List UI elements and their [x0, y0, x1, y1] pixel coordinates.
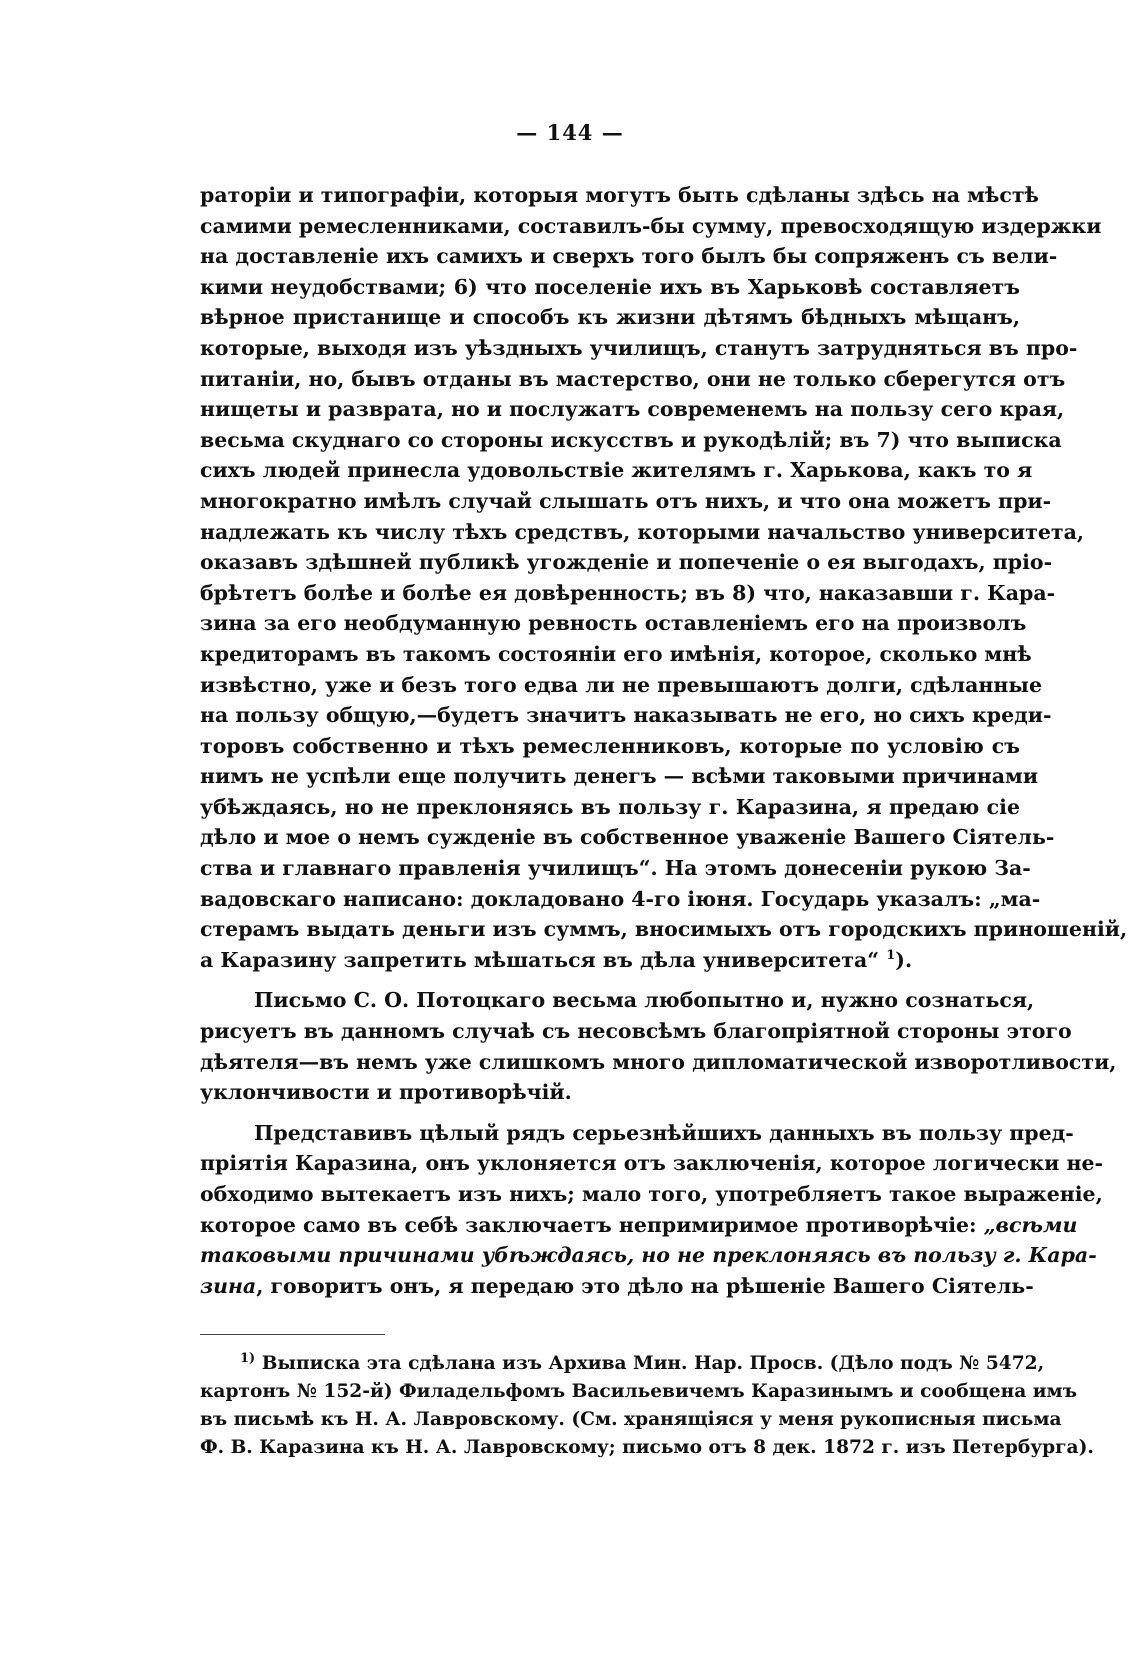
text-segment: которое само въ себѣ заключаетъ непримиримое противорѣчіе: — [200, 1212, 977, 1237]
text-line-mixed — [200, 1271, 1034, 1302]
text-line: уклончивости и противорѣчій. — [200, 1080, 572, 1105]
text-line: а Каразину запретить мѣшаться въ дѣла университета“ — [200, 947, 880, 972]
italic-quote-line: таковыми причинами убѣждаясь, но не преклоняясь въ пользу г. Кара- — [200, 1243, 1097, 1268]
text-line: извѣстно, уже и безъ того едва ли не превышаютъ долги, сдѣланные — [200, 672, 1042, 697]
text-line: торовъ собственно и тѣхъ ремесленниковъ, которые по условію съ — [200, 733, 1020, 758]
text-line: раторіи и типографіи, которыя могутъ быть сдѣланы здѣсь на мѣстѣ — [200, 183, 1039, 207]
text-line: на доставленіе ихъ самихъ и сверхъ того былъ бы сопряженъ съ вели- — [200, 244, 1058, 269]
text-line-mixed — [200, 1210, 1078, 1241]
paragraph-gap — [200, 975, 1020, 985]
text-line: Письмо С. О. Потоцкаго весьма любопытно и, нужно сознаться, — [254, 988, 1035, 1013]
text-line: кредиторамъ въ такомъ состояніи его имѣнія, которое, сколько мнѣ — [200, 641, 1032, 666]
footnote-line — [200, 1350, 1045, 1378]
footnote-line: Ф. В. Каразина къ Н. А. Лавровскому; письмо отъ 8 дек. 1872 г. изъ Петербурга). — [200, 1437, 1094, 1458]
footnote-line: въ письмѣ къ Н. А. Лавровскому. (См. хранящіяся у меня рукописныя письма — [200, 1409, 1062, 1430]
text-line: дѣятеля—въ немъ уже слишкомъ много дипломатической изворотливости, — [200, 1049, 1117, 1074]
paragraph-gap — [200, 1108, 1020, 1118]
text-line: нищеты и разврата, но и послужатъ современемъ на пользу сего края, — [200, 397, 1065, 422]
text-line: рисуетъ въ данномъ случаѣ съ несовсѣмъ благопріятной стороны этого — [200, 1019, 1072, 1044]
footnote-text: Выписка эта сдѣлана изъ Архива Мин. Нар. Просв. (Дѣло подъ № 5472, — [261, 1353, 1045, 1374]
text-line: на пользу общую,—будетъ значитъ наказывать не его, но сихъ креди- — [200, 703, 1052, 728]
text-line-ending — [200, 945, 1020, 976]
footnote-reference: 1 — [886, 948, 896, 964]
text-line: обходимо вытекаетъ изъ нихъ; мало того, употребляетъ такое выраженіе, — [200, 1182, 1103, 1206]
closing-punctuation: ). — [895, 947, 913, 972]
text-line: пріятія Каразина, онъ уклоняется отъ заключенія, которое логически не- — [200, 1151, 1104, 1176]
text-line: брѣтетъ болѣе и болѣе ея довѣренность; въ 8) что, наказавши г. Кара- — [200, 580, 1056, 605]
main-text — [200, 180, 1128, 1301]
italic-quote: „всѣми — [983, 1212, 1078, 1237]
text-line: весьма скуднаго со стороны искусствъ и рукодѣлій; въ 7) что выписка — [200, 427, 1062, 452]
text-line: вадовскаго написано: докладовано 4-го іюня. Государь указалъ: „ма- — [200, 886, 1041, 911]
text-line: вѣрное пристанище и способъ къ жизни дѣтямъ бѣдныхъ мѣщанъ, — [200, 305, 1020, 330]
text-line: сихъ людей принесла удовольствіе жителямъ г. Харькова, какъ то я — [200, 458, 1033, 483]
footnote-line: картонъ № 152-й) Филадельфомъ Васильевичемъ Каразинымъ и сообщена имъ — [200, 1381, 1077, 1402]
text-line: самими ремесленниками, составилъ-бы сумму, превосходящую издержки — [200, 213, 1102, 238]
text-line: дѣло и мое о немъ сужденіе въ собственное уваженіе Вашего Сіятель- — [200, 825, 1055, 850]
text-line: ства и главнаго правленія училищъ“. На этомъ донесеніи рукою За- — [200, 856, 1031, 881]
text-segment: , говоритъ онъ, я передаю это дѣло на рѣшеніе Вашего Сіятель- — [256, 1273, 1034, 1298]
text-line: Представивъ цѣлый рядъ серьезнѣйшихъ данныхъ въ пользу пред- — [254, 1120, 1074, 1145]
footnote — [200, 1350, 1094, 1462]
text-line: убѣждаясь, но не преклоняясь въ пользу г. Каразина, я предаю сіе — [200, 794, 1020, 819]
text-line: надлежать къ числу тѣхъ средствъ, которыми начальство университета, — [200, 519, 1084, 544]
italic-quote: зина — [200, 1273, 257, 1298]
text-line: которые, выходя изъ уѣздныхъ училищъ, станутъ затрудняться въ про- — [200, 335, 1078, 360]
footnote-marker: 1) — [240, 1350, 256, 1366]
text-line: многократно имѣлъ случай слышать отъ нихъ, и что она можетъ при- — [200, 488, 1052, 513]
text-line: оказавъ здѣшней публикѣ угожденіе и попеченіе о ея выгодахъ, пріо- — [200, 550, 1053, 575]
text-line: стерамъ выдать деньги изъ суммъ, вносимыхъ отъ городскихъ приношеній, — [200, 917, 1128, 942]
text-line: питаніи, но, бывъ отданы въ мастерство, они не только сберегутся отъ — [200, 366, 1066, 391]
text-line: зина за его необдуманную ревность оставленіемъ его на произволъ — [200, 611, 1027, 636]
page-number: — 144 — — [516, 120, 624, 145]
footnote-separator — [200, 1334, 385, 1335]
text-line: нимъ не успѣли еще получить денегъ — всѣми таковыми причинами — [200, 764, 1039, 789]
text-line: кими неудобствами; 6) что поселеніе ихъ въ Харьковѣ составляетъ — [200, 274, 1020, 299]
